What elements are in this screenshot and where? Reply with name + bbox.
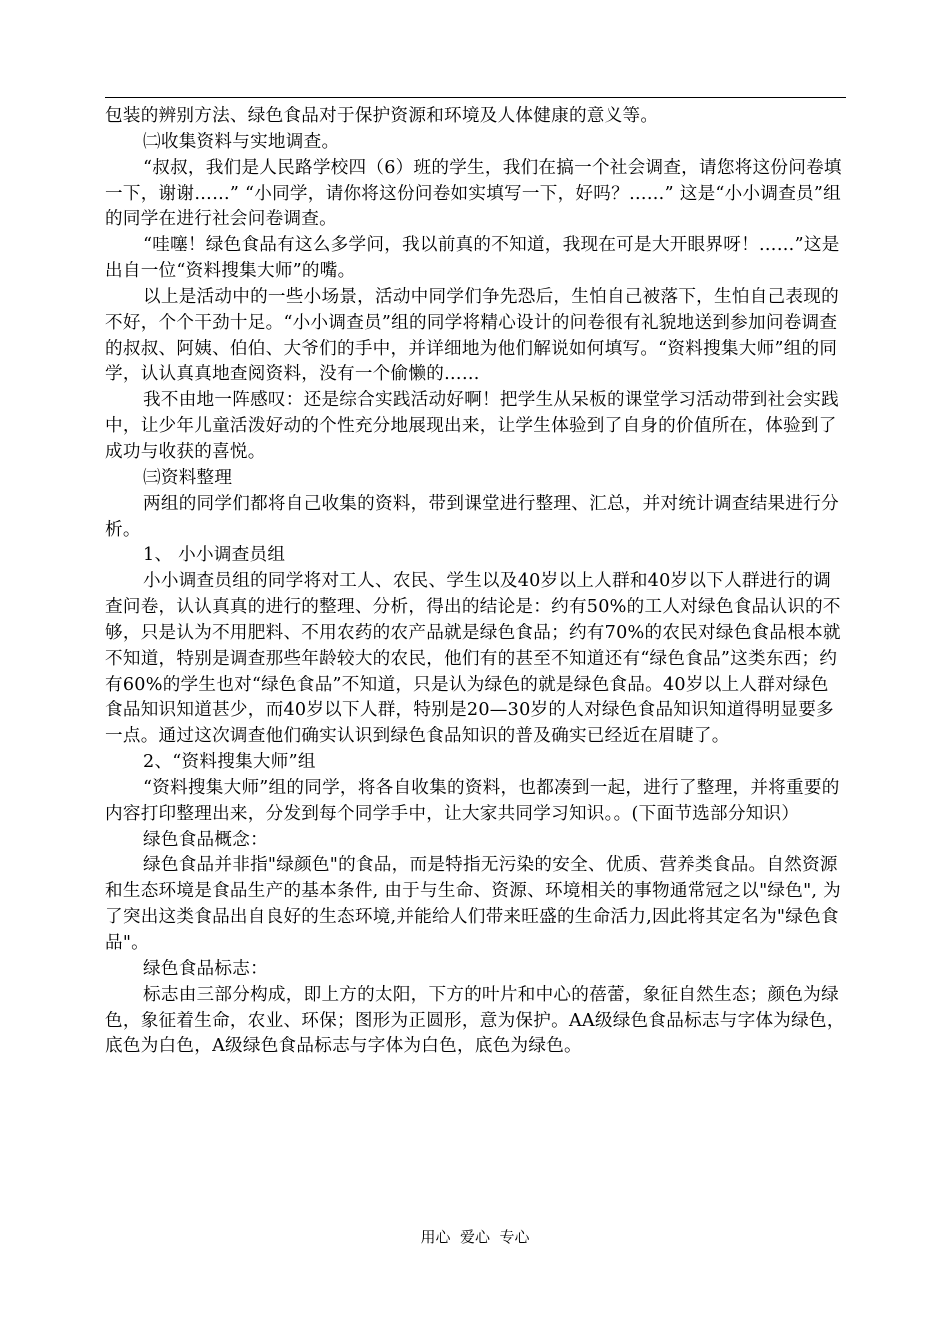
page-footer: 用心 爱心 专心 bbox=[420, 1228, 530, 1246]
paragraph: 我不由地一阵感叹：还是综合实践活动好啊！把学生从呆板的课堂学习活动带到社会实践中，让少年儿童活泼好动的个性充分地展现出来，让学生体验到了自身的价值所在，体验到了成功与收获的喜悦。 bbox=[105, 390, 839, 462]
section-heading: ㈡收集资料与实地调查。 bbox=[143, 131, 340, 152]
subsection-heading: 2、“资料搜集大师”组 bbox=[143, 752, 316, 773]
header-rule bbox=[105, 97, 846, 98]
section-heading: ㈢资料整理 bbox=[143, 467, 233, 488]
subsection-heading: 1、 小小调查员组 bbox=[143, 545, 286, 566]
paragraph: “资料搜集大师”组的同学，将各自收集的资料，也都凑到一起，进行了整理，并将重要的内容打印整理出来，分发到每个同学手中，让大家共同学习知识。。(下面节选部分知识） bbox=[105, 777, 840, 824]
paragraph: “哇噻！绿色食品有这么多学问，我以前真的不知道，我现在可是大开眼界呀！……”这是出自一位“资料搜集大师”的嘴。 bbox=[105, 235, 840, 282]
document-body bbox=[105, 104, 846, 1060]
paragraph: 小小调查员组的同学将对工人、农民、学生以及40岁以上人群和40岁以下人群进行的调查问卷，认认真真的进行的整理、分析，得出的结论是：约有50%的工人对绿色食品认识的不够，只是认为不用肥料、不用农药的农产品就是绿色食品；约有70%的农民对绿色食品根本就不知道，特别是调查那些年龄较大的农民，他们有的甚至不知道还有“绿色食品”这类东西；约有60%的学生也对“绿色食品”不知道，只是认为绿色的就是绿色食品。40岁以上人群对绿色食品知识知道甚少，而40岁以下人群，特别是20—30岁的人对绿色食品知识知道得明显要多一点。通过这次调查他们确实认识到绿色食品知识的普及确实已经近在眉睫了。 bbox=[105, 571, 841, 747]
paragraph: 两组的同学们都将自己收集的资料，带到课堂进行整理、汇总，并对统计调查结果进行分析。 bbox=[105, 493, 839, 540]
topic-heading: 绿色食品标志： bbox=[143, 958, 268, 979]
paragraph: 标志由三部分构成，即上方的太阳，下方的叶片和中心的蓓蕾，象征自然生态；颜色为绿色，象征着生命，农业、环保；图形为正圆形，意为保护。AA级绿色食品标志与字体为绿色，底色为白色，A级绿色食品标志与字体为白色，底色为绿色。 bbox=[105, 984, 845, 1057]
topic-heading: 绿色食品概念： bbox=[143, 829, 268, 850]
paragraph: 以上是活动中的一些小场景，活动中同学们争先恐后，生怕自己被落下，生怕自己表现的不好，个个干劲十足。“小小调查员”组的同学将精心设计的问卷很有礼貌地送到参加问卷调查的叔叔、阿姨、伯伯、大爷们的手中，并详细地为他们解说如何填写。“资料搜集大师”组的同学，认认真真地查阅资料，没有一个偷懒的…… bbox=[105, 286, 839, 385]
paragraph: 绿色食品并非指"绿颜色"的食品，而是特指无污染的安全、优质、营养类食品。自然资源和生态环境是食品生产的基本条件, 由于与生命、资源、环境相关的事物通常冠之以"绿色", 为了突出这类食品出自良好的生态环境,并能给人们带来旺盛的生命活力,因此将其定名为"绿色食品"。 bbox=[105, 855, 841, 953]
paragraph: “叔叔，我们是人民路学校四（6）班的学生，我们在搞一个社会调查，请您将这份问卷填一下，谢谢……” “小同学，请你将这份问卷如实填写一下，好吗？……” 这是“小小调查员”组的同学在进行社会问卷调查。 bbox=[105, 157, 842, 230]
paragraph: 包装的辨别方法、绿色食品对于保护资源和环境及人体健康的意义等。 bbox=[105, 106, 659, 126]
